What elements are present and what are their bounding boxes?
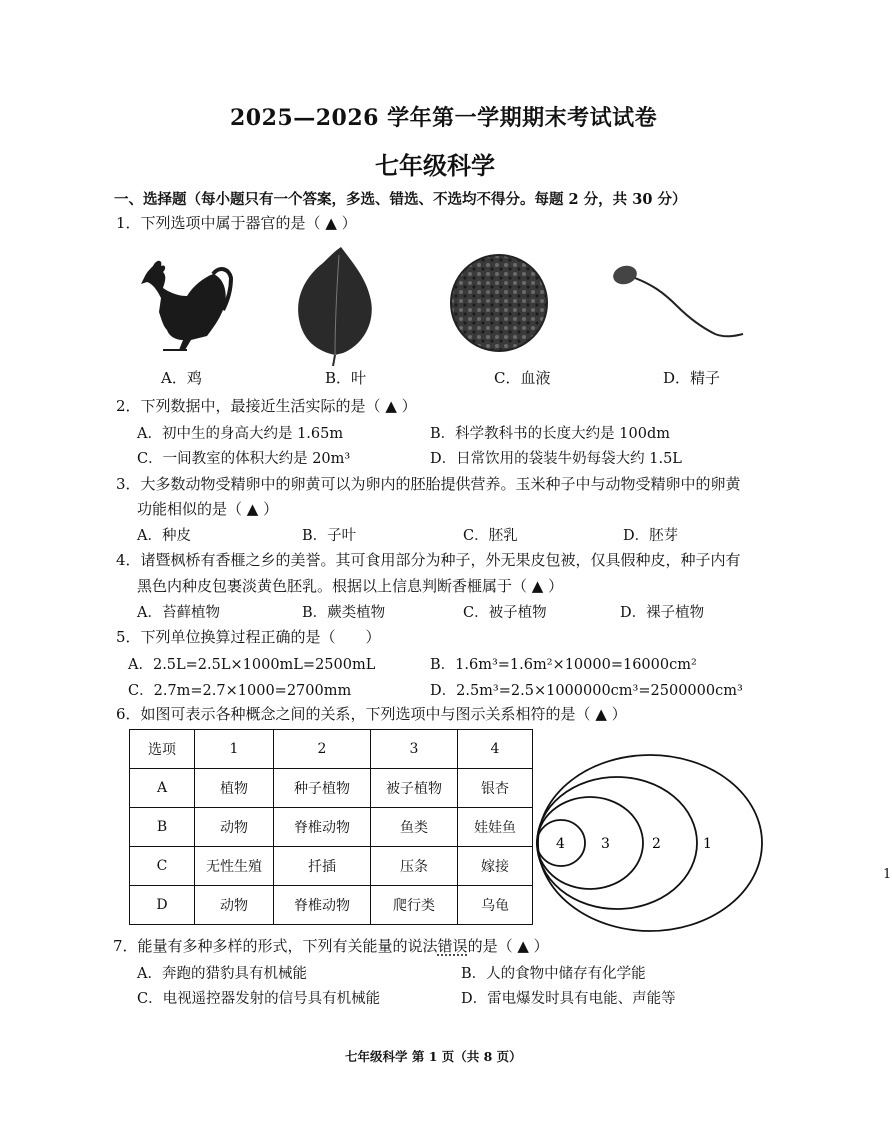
q7-stem-post: 的是（ ▲ ） [467, 937, 549, 955]
table-cell: 嫁接 [458, 847, 533, 886]
q3-stem-line1: 3．大多数动物受精卵中的卵黄可以为卵内的胚胎提供营养。玉米种子中与动物受精卵中的卵黄 [116, 475, 741, 493]
table-cell: 脊椎动物 [274, 886, 371, 925]
q6-options-table [129, 729, 533, 925]
table-cell: 动物 [195, 808, 274, 847]
table-header-cell: 1 [195, 730, 274, 769]
q3-option-c: C．胚乳 [463, 528, 518, 544]
q7-stem [113, 935, 549, 956]
q3-option-b: B．子叶 [302, 528, 357, 544]
table-cell: 脊椎动物 [274, 808, 371, 847]
table-header-cell: 3 [371, 730, 458, 769]
q4-option-d: D．裸子植物 [620, 605, 705, 621]
q4-stem-line2: 黑色内种皮包裹淡黄色胚乳。根据以上信息判断香榧属于（ ▲ ） [137, 577, 564, 595]
table-row [130, 886, 533, 925]
blood-image [449, 253, 549, 353]
table-header-cell: 选项 [130, 730, 195, 769]
q4-option-a: A．苔藓植物 [137, 605, 220, 621]
table-row [130, 769, 533, 808]
q2-stem: 2．下列数据中，最接近生活实际的是（ ▲ ） [116, 397, 417, 415]
q1-stem: 1．下列选项中属于器官的是（ ▲ ） [116, 214, 357, 232]
q3-option-a: A．种皮 [137, 528, 191, 544]
table-cell: A [130, 769, 195, 808]
q1-label-c: C．血液 [494, 369, 551, 387]
q2-option-b: B．科学教科书的长度大约是 100dm [430, 426, 670, 442]
q2-option-a: A．初中生的身高大约是 1.65m [137, 426, 344, 442]
rooster-image [133, 256, 233, 356]
q4-option-c: C．被子植物 [463, 605, 547, 621]
q7-option-d: D．雷电爆发时具有电能、声能等 [461, 991, 676, 1007]
q4-option-b: B．蕨类植物 [302, 605, 386, 621]
section-heading: 一、选择题（每小题只有一个答案，多选、错选、不选均不得分。每题 2 分，共 30 分） [114, 191, 687, 208]
table-cell: 动物 [195, 886, 274, 925]
table-cell: 爬行类 [371, 886, 458, 925]
edge-mark: 1 [883, 867, 892, 882]
table-row [130, 808, 533, 847]
sperm-image [611, 262, 746, 342]
table-header-cell: 4 [458, 730, 533, 769]
table-cell: B [130, 808, 195, 847]
table-header-row [130, 730, 533, 769]
table-cell: 扦插 [274, 847, 371, 886]
leaf-image [295, 245, 375, 367]
diagram-label-4: 4 [556, 836, 565, 852]
table-cell: 无性生殖 [195, 847, 274, 886]
table-cell: 植物 [195, 769, 274, 808]
q5-stem: 5．下列单位换算过程正确的是（ ） [116, 628, 381, 646]
diagram-label-3: 3 [601, 836, 610, 852]
q5-option-b: B．1.6m³=1.6m²×10000=16000cm² [430, 657, 697, 673]
table-cell: D [130, 886, 195, 925]
q1-label-d: D．精子 [663, 369, 721, 387]
q4-stem-line1: 4．诸暨枫桥有香榧之乡的美誉。其可食用部分为种子，外无果皮包被，仅具假种皮，种子内有 [116, 551, 741, 569]
table-cell: 鱼类 [371, 808, 458, 847]
q5-option-d: D．2.5m³=2.5×1000000cm³=2500000cm³ [430, 683, 743, 699]
q7-stem-pre: 7．能量有多种多样的形式，下列有关能量的说法 [113, 937, 438, 955]
exam-title: 2025—2026 学年第一学期期末考试试卷 [230, 105, 658, 131]
q2-option-d: D．日常饮用的袋装牛奶每袋大约 1.5L [430, 451, 682, 467]
q6-stem: 6．如图可表示各种概念之间的关系，下列选项中与图示关系相符的是（ ▲ ） [116, 705, 627, 723]
q7-stem-emphasis: 错误 [437, 937, 468, 955]
page-footer: 七年级科学 第 1 页（共 8 页） [345, 1049, 522, 1064]
table-row [130, 847, 533, 886]
table-cell: C [130, 847, 195, 886]
table-cell: 娃娃鱼 [458, 808, 533, 847]
q2-option-c: C．一间教室的体积大约是 20m³ [137, 451, 351, 467]
q3-stem-line2: 功能相似的是（ ▲ ） [137, 500, 279, 518]
table-cell: 乌龟 [458, 886, 533, 925]
diagram-label-2: 2 [652, 836, 661, 852]
table-header-cell: 2 [274, 730, 371, 769]
q7-option-a: A．奔跑的猎豹具有机械能 [137, 966, 307, 982]
q5-option-a: A．2.5L=2.5L×1000mL=2500mL [128, 657, 376, 673]
nested-concept-diagram [535, 750, 765, 940]
table-cell: 压条 [371, 847, 458, 886]
q5-option-c: C．2.7m=2.7×1000=2700mm [128, 683, 352, 699]
exam-subtitle: 七年级科学 [375, 151, 495, 180]
diagram-label-1: 1 [703, 836, 712, 852]
q1-label-b: B．叶 [325, 369, 367, 387]
table-cell: 被子植物 [371, 769, 458, 808]
table-cell: 种子植物 [274, 769, 371, 808]
q7-option-b: B．人的食物中储存有化学能 [461, 966, 646, 982]
q3-option-d: D．胚芽 [623, 528, 679, 544]
q1-label-a: A．鸡 [161, 369, 202, 387]
table-cell: 银杏 [458, 769, 533, 808]
q7-option-c: C．电视遥控器发射的信号具有机械能 [137, 991, 381, 1007]
